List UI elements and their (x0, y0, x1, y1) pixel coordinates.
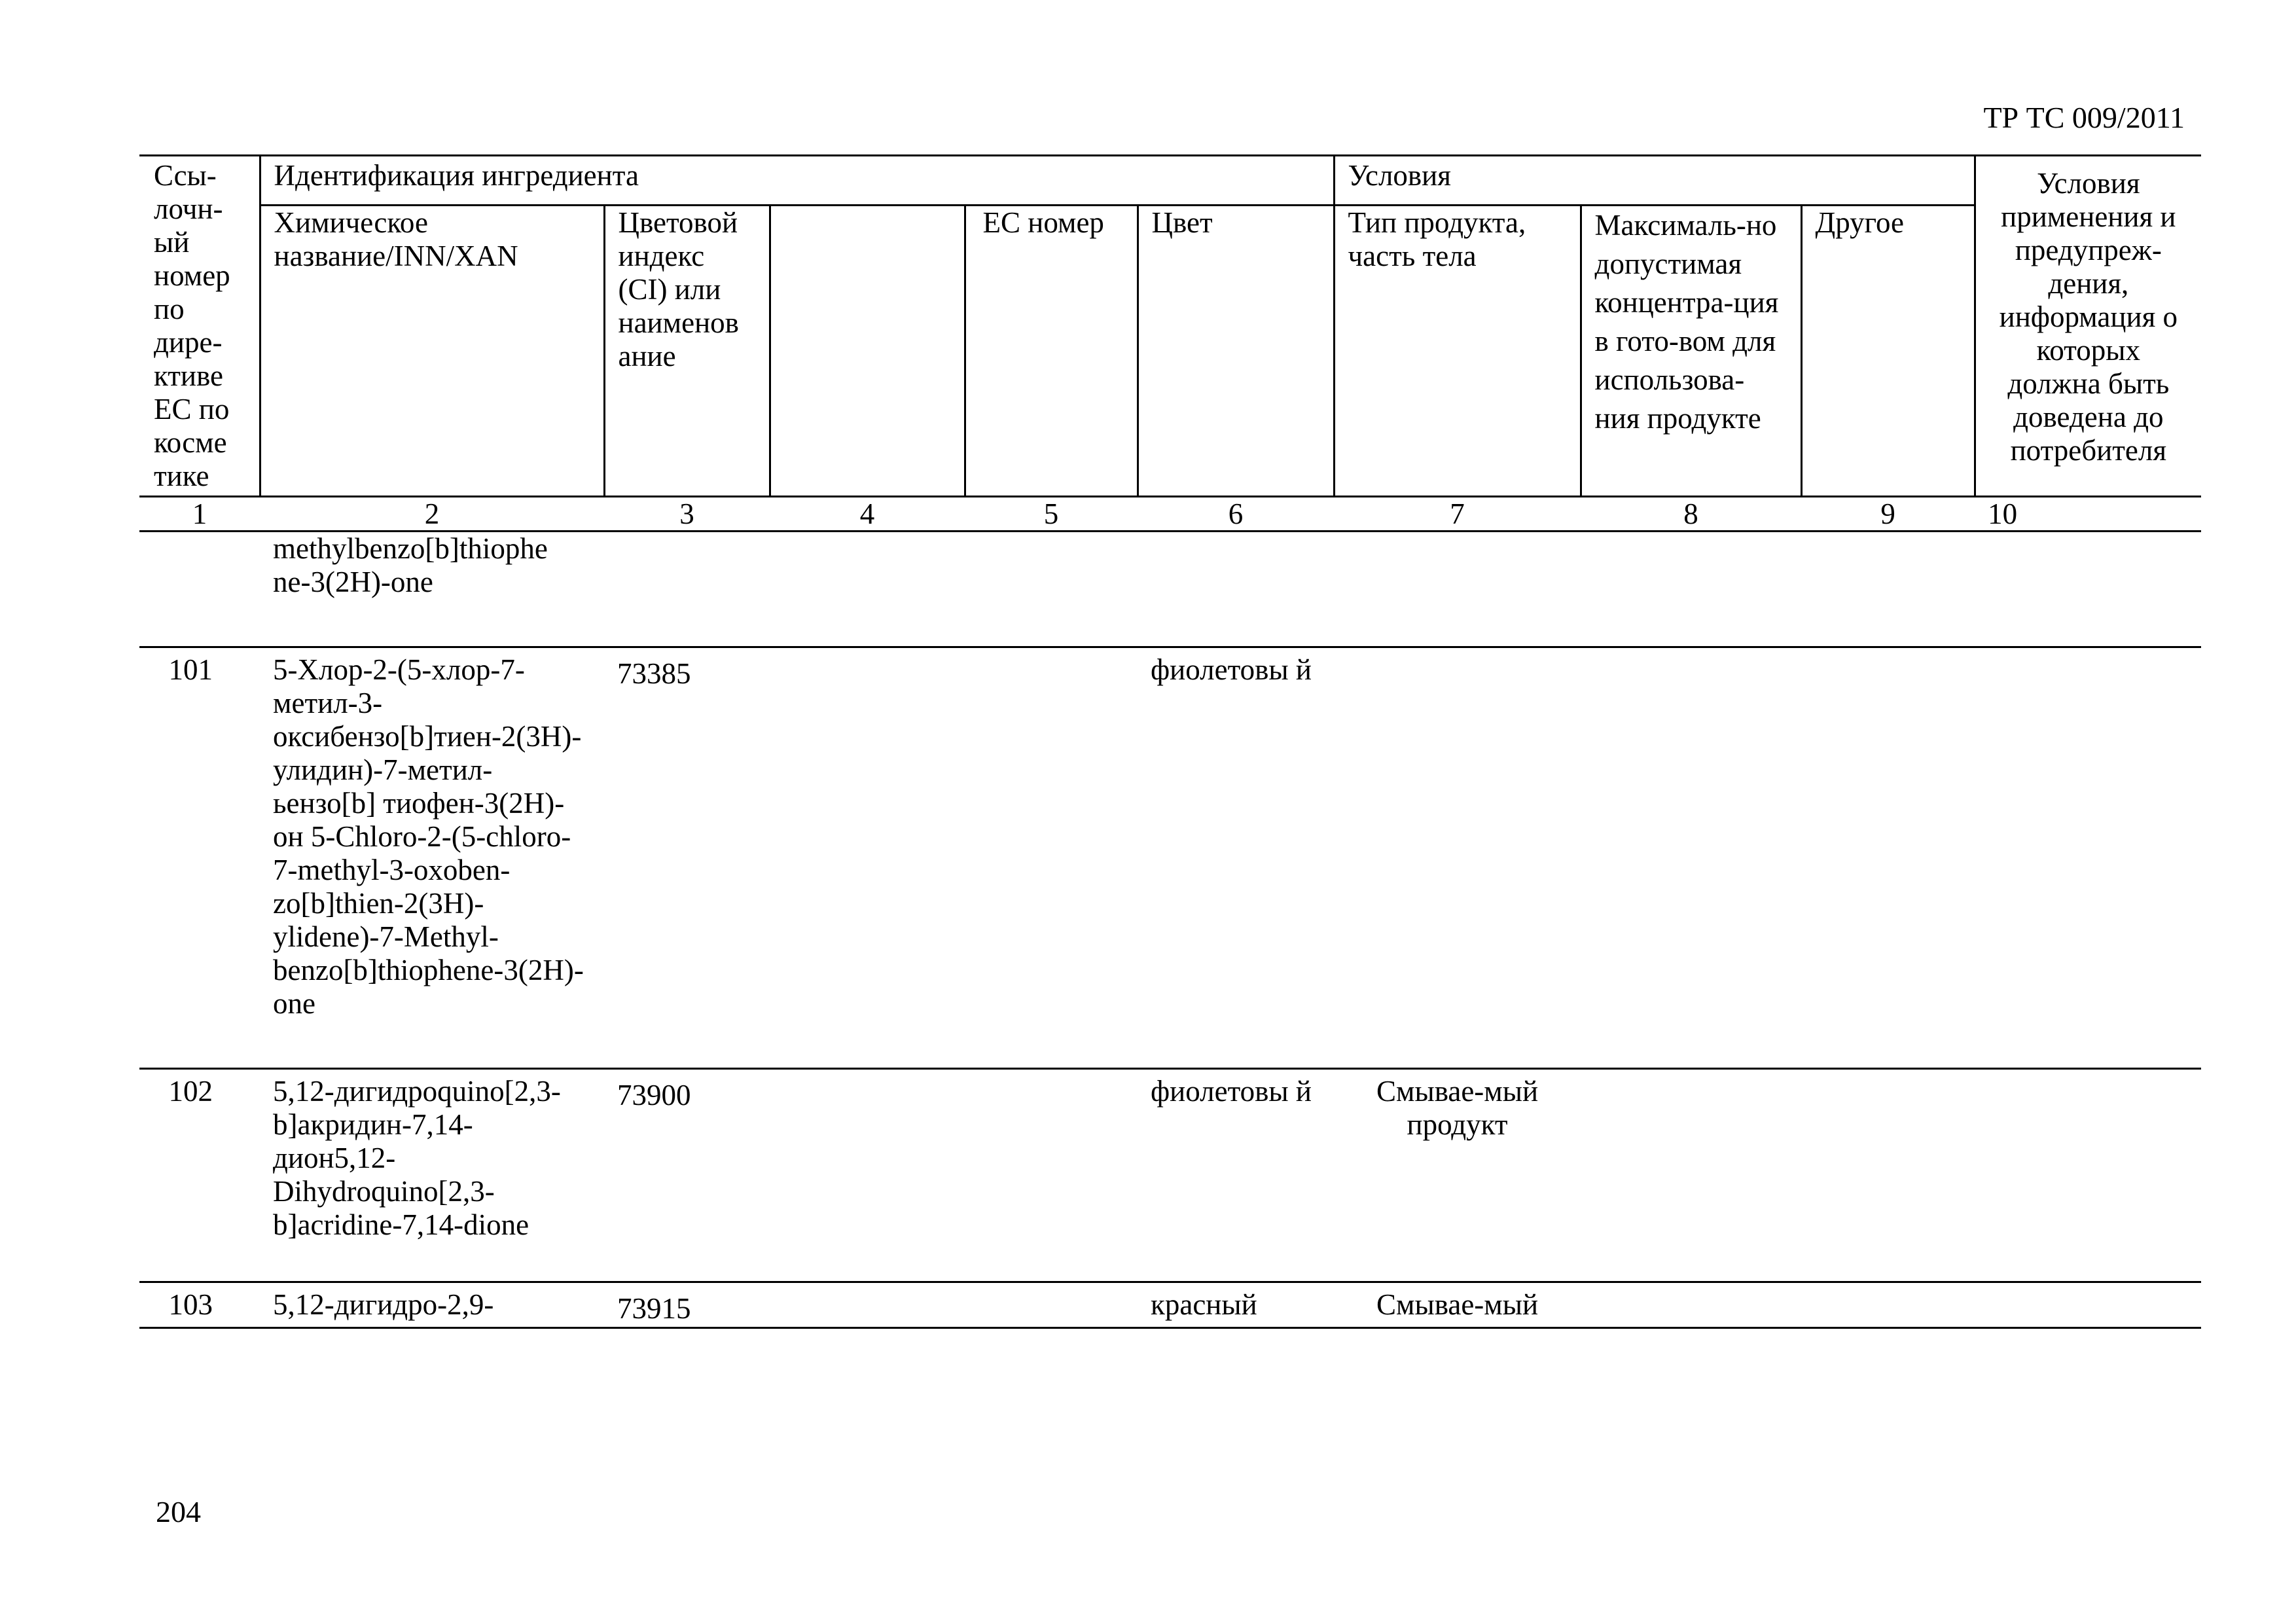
ref-number (139, 532, 260, 647)
ec-number (965, 647, 1138, 1069)
column-number: 9 (1801, 497, 1975, 532)
column-number: 1 (139, 497, 260, 532)
ref-number: 101 (139, 647, 260, 1069)
ec-number (965, 1282, 1138, 1328)
column-number: 6 (1138, 497, 1334, 532)
column-4-value (770, 647, 965, 1069)
ref-number: 103 (139, 1282, 260, 1328)
ingredient-table (139, 154, 2201, 1329)
header-product-type: Тип продукта, часть тела (1334, 206, 1581, 497)
color-value (1138, 532, 1334, 647)
chemical-name: methylbenzo[b]thiophe ne-3(2H)-one (273, 532, 548, 598)
document-code: ТР ТС 009/2011 (1983, 101, 2185, 134)
column-number: 7 (1334, 497, 1581, 532)
usage-warnings (1975, 1282, 2201, 1328)
usage-warnings (1975, 532, 2201, 647)
column-number: 10 (1975, 497, 2201, 532)
header-usage-warnings: Условия применения и предупреж-дения, информация о которых должна быть доведена до потребителя (1975, 156, 2201, 497)
chemical-name: 5,12-дигидроquino[2,3-b]акридин-7,14-дион5,12-Dihydroquino[2,3-b]acridine-7,14-dione (260, 1069, 604, 1282)
column-4-value (770, 1282, 965, 1328)
color-index: 73900 (604, 1069, 770, 1282)
other-value (1801, 532, 1975, 647)
header-color: Цвет (1138, 206, 1334, 497)
color-value: фиолетовы й (1138, 1069, 1334, 1282)
header-max-concentration: Максималь-но допустимая концентра-ция в гото-вом для использова-ния продукте (1581, 206, 1801, 497)
usage-warnings (1975, 647, 2201, 1069)
other-value (1801, 1282, 1975, 1328)
header-ec-number: ЕС номер (965, 206, 1138, 497)
product-type (1334, 532, 1581, 647)
column-4-value (770, 532, 965, 647)
color-value: красный (1138, 1282, 1334, 1328)
usage-warnings (1975, 1069, 2201, 1282)
max-concentration (1581, 1069, 1801, 1282)
other-value (1801, 1069, 1975, 1282)
header-conditions: Условия (1334, 156, 1975, 206)
max-concentration (1581, 647, 1801, 1069)
column-4-value (770, 1069, 965, 1282)
ec-number (965, 532, 1138, 647)
chemical-name: 5,12-дигидро-2,9- (260, 1282, 604, 1328)
color-value: фиолетовы й (1138, 647, 1334, 1069)
column-number: 3 (604, 497, 770, 532)
page-number: 204 (156, 1495, 201, 1528)
table-row (139, 647, 2201, 1069)
table-row (139, 1069, 2201, 1282)
ref-number: 102 (139, 1069, 260, 1282)
header-column-4 (770, 206, 965, 497)
table-row (139, 532, 2201, 647)
product-type: Смывае-мый продукт (1334, 1069, 1581, 1282)
column-number: 5 (965, 497, 1138, 532)
chemical-name: 5-Хлор-2-(5-хлор-7-метил-3-оксибензо[b]тиен-2(3Н)-улидин)-7-метил-ьензо[b] тиофен-3(2Н)-он 5-Chloro-2-(5-chloro-7-methyl-3-oxoben-zo[b]thien-2(3H)-ylidene)-7-Methyl-benzo[b]thiophene-3(2H)-one (260, 647, 604, 1069)
column-number: 8 (1581, 497, 1801, 532)
ec-number (965, 1069, 1138, 1282)
color-index: 73915 (604, 1282, 770, 1328)
header-ref-number: Ссы-лочн-ый номер по дире-ктиве ЕС по косме тике (139, 156, 260, 497)
table-row (139, 1282, 2201, 1328)
column-number: 4 (770, 497, 965, 532)
color-index: 73385 (604, 647, 770, 1069)
column-number: 2 (260, 497, 604, 532)
header-ingredient-identification: Идентификация ингредиента (260, 156, 1334, 206)
other-value (1801, 647, 1975, 1069)
product-type: Смывае-мый (1334, 1282, 1581, 1328)
max-concentration (1581, 532, 1801, 647)
header-other: Другое (1801, 206, 1975, 497)
product-type (1334, 647, 1581, 1069)
color-index (604, 532, 770, 647)
max-concentration (1581, 1282, 1801, 1328)
header-chemical-name: Химическое название/INN/XAN (260, 206, 604, 497)
header-color-index: Цветовой индекс (CI) или наименов ание (604, 206, 770, 497)
